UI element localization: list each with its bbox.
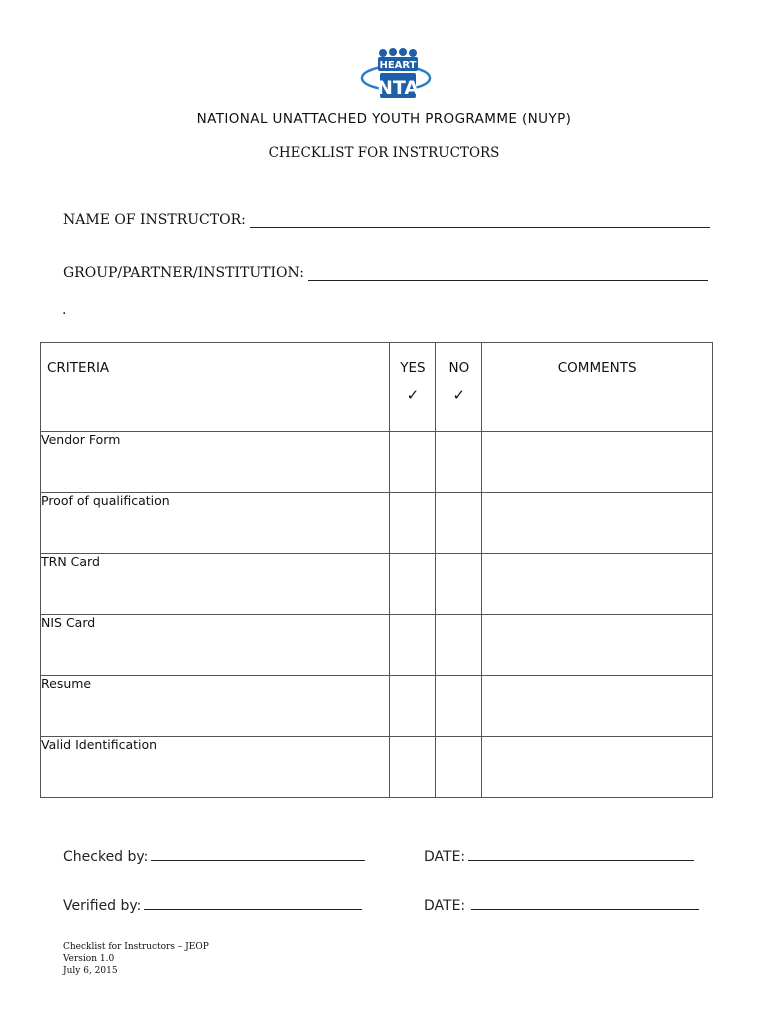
no-cell[interactable] bbox=[436, 432, 482, 493]
criteria-cell: NIS Card bbox=[41, 615, 390, 676]
comments-cell[interactable] bbox=[482, 432, 713, 493]
no-cell[interactable] bbox=[436, 615, 482, 676]
table-row bbox=[41, 554, 713, 615]
instructor-name-label: NAME OF INSTRUCTOR: bbox=[63, 212, 246, 228]
verified-date-field[interactable] bbox=[424, 895, 699, 914]
group-partner-line[interactable] bbox=[308, 266, 708, 281]
checked-by-line[interactable] bbox=[151, 846, 365, 861]
stray-mark: . bbox=[62, 302, 67, 318]
comments-cell[interactable] bbox=[482, 493, 713, 554]
criteria-header: CRITERIA bbox=[41, 343, 390, 432]
footer-date: July 6, 2015 bbox=[63, 966, 118, 976]
table-row bbox=[41, 615, 713, 676]
criteria-table bbox=[40, 342, 713, 798]
table-row bbox=[41, 493, 713, 554]
yes-cell[interactable] bbox=[390, 676, 436, 737]
table-header-row bbox=[41, 343, 713, 432]
yes-cell[interactable] bbox=[390, 554, 436, 615]
no-cell[interactable] bbox=[436, 737, 482, 798]
criteria-cell: Valid Identification bbox=[41, 737, 390, 798]
criteria-cell: Vendor Form bbox=[41, 432, 390, 493]
no-cell[interactable] bbox=[436, 493, 482, 554]
group-partner-field[interactable] bbox=[63, 265, 708, 281]
table-row bbox=[41, 432, 713, 493]
no-cell[interactable] bbox=[436, 554, 482, 615]
yes-header: YES ✓ bbox=[390, 343, 436, 432]
no-checkmark-icon: ✓ bbox=[452, 386, 466, 404]
yes-cell[interactable] bbox=[390, 737, 436, 798]
document-footer bbox=[63, 941, 209, 977]
table-row bbox=[41, 676, 713, 737]
verified-by-line[interactable] bbox=[144, 895, 362, 910]
criteria-cell: Proof of qualification bbox=[41, 493, 390, 554]
checked-date-line[interactable] bbox=[468, 846, 694, 861]
group-partner-label: GROUP/PARTNER/INSTITUTION: bbox=[63, 265, 304, 281]
document-subtitle: CHECKLIST FOR INSTRUCTORS bbox=[268, 145, 500, 161]
table-row bbox=[41, 737, 713, 798]
criteria-cell: Resume bbox=[41, 676, 390, 737]
comments-cell[interactable] bbox=[482, 676, 713, 737]
footer-doc-name: Checklist for Instructors – JEOP bbox=[63, 942, 209, 952]
checked-by-field[interactable] bbox=[63, 846, 365, 865]
criteria-cell: TRN Card bbox=[41, 554, 390, 615]
yes-cell[interactable] bbox=[390, 615, 436, 676]
verified-date-line[interactable] bbox=[471, 895, 699, 910]
comments-header: COMMENTS bbox=[482, 343, 713, 432]
document-title: NATIONAL UNATTACHED YOUTH PROGRAMME (NUYP) bbox=[196, 111, 572, 127]
verified-date-label: DATE: bbox=[424, 898, 466, 914]
logo-top-text: HEART bbox=[379, 60, 417, 71]
instructor-name-line[interactable] bbox=[250, 213, 710, 228]
comments-cell[interactable] bbox=[482, 615, 713, 676]
instructor-name-field[interactable] bbox=[63, 212, 710, 228]
verified-by-label: Verified by: bbox=[63, 898, 142, 914]
yes-cell[interactable] bbox=[390, 432, 436, 493]
checked-by-label: Checked by: bbox=[63, 849, 149, 865]
yes-checkmark-icon: ✓ bbox=[406, 386, 420, 404]
verified-by-field[interactable] bbox=[63, 895, 362, 914]
comments-cell[interactable] bbox=[482, 737, 713, 798]
comments-cell[interactable] bbox=[482, 554, 713, 615]
checked-date-field[interactable] bbox=[424, 846, 694, 865]
no-cell[interactable] bbox=[436, 676, 482, 737]
heart-nta-logo bbox=[360, 46, 434, 102]
footer-version: Version 1.0 bbox=[63, 954, 115, 964]
logo-mark-text: NTA bbox=[376, 77, 420, 99]
no-header: NO ✓ bbox=[436, 343, 482, 432]
yes-cell[interactable] bbox=[390, 493, 436, 554]
checked-date-label: DATE: bbox=[424, 849, 466, 865]
